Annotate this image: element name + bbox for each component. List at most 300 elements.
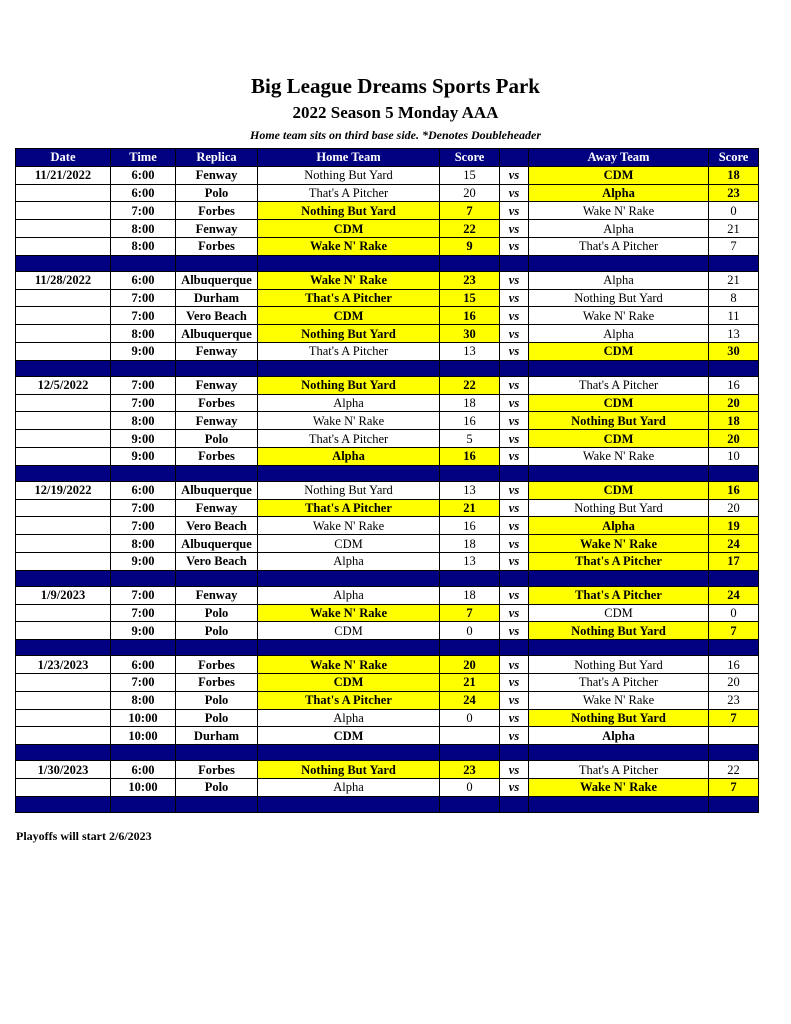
date-cell xyxy=(16,430,111,448)
date-cell xyxy=(16,709,111,727)
time-cell: 9:00 xyxy=(111,552,176,570)
time-cell: 7:00 xyxy=(111,289,176,307)
home-team-cell: Nothing But Yard xyxy=(258,761,440,779)
away-team-cell: Alpha xyxy=(529,271,709,289)
date-cell xyxy=(16,394,111,412)
replica-cell: Forbes xyxy=(176,202,258,220)
home-team-cell: Wake N' Rake xyxy=(258,237,440,255)
away-score-cell: 17 xyxy=(709,552,759,570)
away-score-cell: 23 xyxy=(709,691,759,709)
time-cell: 9:00 xyxy=(111,622,176,640)
away-team-cell: That's A Pitcher xyxy=(529,237,709,255)
home-score-cell: 13 xyxy=(440,342,500,360)
away-score-cell: 22 xyxy=(709,761,759,779)
time-cell: 8:00 xyxy=(111,325,176,343)
separator-cell xyxy=(258,796,440,812)
table-row xyxy=(16,220,759,238)
separator-cell xyxy=(16,640,111,656)
away-team-cell: Nothing But Yard xyxy=(529,289,709,307)
table-row xyxy=(16,604,759,622)
date-cell xyxy=(16,535,111,553)
separator-cell xyxy=(258,360,440,376)
separator-cell xyxy=(529,570,709,586)
time-cell: 6:00 xyxy=(111,271,176,289)
home-team-cell: Alpha xyxy=(258,709,440,727)
away-score-cell: 30 xyxy=(709,342,759,360)
separator-cell xyxy=(16,255,111,271)
home-score-cell: 30 xyxy=(440,325,500,343)
home-team-cell: Wake N' Rake xyxy=(258,412,440,430)
table-row xyxy=(16,289,759,307)
date-cell xyxy=(16,778,111,796)
home-team-cell: Wake N' Rake xyxy=(258,517,440,535)
date-cell xyxy=(16,622,111,640)
replica-cell: Durham xyxy=(176,289,258,307)
schedule-table xyxy=(15,148,759,813)
time-cell: 8:00 xyxy=(111,535,176,553)
replica-cell: Albuquerque xyxy=(176,271,258,289)
replica-cell: Forbes xyxy=(176,447,258,465)
col-header-time: Time xyxy=(111,149,176,167)
away-team-cell: Alpha xyxy=(529,517,709,535)
home-score-cell xyxy=(440,727,500,745)
week-separator-row xyxy=(16,360,759,376)
date-cell: 12/19/2022 xyxy=(16,481,111,499)
vs-cell: vs xyxy=(500,499,529,517)
date-cell xyxy=(16,447,111,465)
time-cell: 8:00 xyxy=(111,237,176,255)
date-cell xyxy=(16,604,111,622)
separator-cell xyxy=(176,360,258,376)
vs-cell: vs xyxy=(500,342,529,360)
week-separator-row xyxy=(16,745,759,761)
away-team-cell: That's A Pitcher xyxy=(529,376,709,394)
home-team-cell: Alpha xyxy=(258,778,440,796)
col-header-date: Date xyxy=(16,149,111,167)
replica-cell: Albuquerque xyxy=(176,535,258,553)
schedule-body xyxy=(16,166,759,812)
separator-cell xyxy=(440,255,500,271)
separator-cell xyxy=(440,796,500,812)
away-score-cell: 24 xyxy=(709,586,759,604)
home-team-cell: CDM xyxy=(258,220,440,238)
replica-cell: Vero Beach xyxy=(176,307,258,325)
home-team-cell: That's A Pitcher xyxy=(258,342,440,360)
table-row xyxy=(16,778,759,796)
home-team-cell: CDM xyxy=(258,727,440,745)
away-score-cell: 13 xyxy=(709,325,759,343)
separator-cell xyxy=(440,465,500,481)
page-note: Home team sits on third base side. *Denotes Doubleheader xyxy=(250,128,541,142)
date-cell xyxy=(16,691,111,709)
table-row xyxy=(16,271,759,289)
home-score-cell: 23 xyxy=(440,761,500,779)
week-separator-row xyxy=(16,570,759,586)
date-cell xyxy=(16,727,111,745)
time-cell: 7:00 xyxy=(111,586,176,604)
home-score-cell: 21 xyxy=(440,673,500,691)
table-row xyxy=(16,342,759,360)
away-team-cell: That's A Pitcher xyxy=(529,761,709,779)
time-cell: 10:00 xyxy=(111,709,176,727)
separator-cell xyxy=(176,570,258,586)
week-separator-row xyxy=(16,640,759,656)
separator-cell xyxy=(500,360,529,376)
separator-cell xyxy=(500,570,529,586)
home-team-cell: CDM xyxy=(258,673,440,691)
home-team-cell: That's A Pitcher xyxy=(258,289,440,307)
col-header-home-team: Home Team xyxy=(258,149,440,167)
replica-cell: Polo xyxy=(176,691,258,709)
week-separator-row xyxy=(16,465,759,481)
away-team-cell: Wake N' Rake xyxy=(529,447,709,465)
col-header-replica: Replica xyxy=(176,149,258,167)
date-cell: 11/28/2022 xyxy=(16,271,111,289)
away-team-cell: Nothing But Yard xyxy=(529,499,709,517)
home-score-cell: 15 xyxy=(440,166,500,184)
home-team-cell: Wake N' Rake xyxy=(258,604,440,622)
time-cell: 7:00 xyxy=(111,376,176,394)
replica-cell: Forbes xyxy=(176,237,258,255)
home-score-cell: 18 xyxy=(440,394,500,412)
separator-cell xyxy=(529,745,709,761)
vs-cell: vs xyxy=(500,307,529,325)
separator-cell xyxy=(529,255,709,271)
table-row xyxy=(16,184,759,202)
replica-cell: Fenway xyxy=(176,376,258,394)
vs-cell: vs xyxy=(500,430,529,448)
home-score-cell: 13 xyxy=(440,552,500,570)
table-row xyxy=(16,376,759,394)
home-score-cell: 7 xyxy=(440,202,500,220)
page-subtitle: 2022 Season 5 Monday AAA xyxy=(292,103,499,122)
replica-cell: Vero Beach xyxy=(176,517,258,535)
away-team-cell: Alpha xyxy=(529,184,709,202)
table-row xyxy=(16,656,759,674)
vs-cell: vs xyxy=(500,166,529,184)
table-row xyxy=(16,517,759,535)
home-score-cell: 0 xyxy=(440,709,500,727)
table-row xyxy=(16,727,759,745)
home-score-cell: 20 xyxy=(440,656,500,674)
home-score-cell: 24 xyxy=(440,691,500,709)
vs-cell: vs xyxy=(500,586,529,604)
away-score-cell: 19 xyxy=(709,517,759,535)
separator-cell xyxy=(529,796,709,812)
home-team-cell: Alpha xyxy=(258,394,440,412)
vs-cell: vs xyxy=(500,237,529,255)
replica-cell: Fenway xyxy=(176,220,258,238)
home-score-cell: 0 xyxy=(440,778,500,796)
separator-cell xyxy=(111,640,176,656)
separator-cell xyxy=(111,570,176,586)
away-team-cell: Nothing But Yard xyxy=(529,412,709,430)
separator-cell xyxy=(709,640,759,656)
table-row xyxy=(16,622,759,640)
home-team-cell: Nothing But Yard xyxy=(258,481,440,499)
vs-cell: vs xyxy=(500,394,529,412)
away-team-cell: CDM xyxy=(529,481,709,499)
vs-cell: vs xyxy=(500,761,529,779)
away-team-cell: CDM xyxy=(529,342,709,360)
vs-cell: vs xyxy=(500,709,529,727)
table-row xyxy=(16,673,759,691)
table-row xyxy=(16,586,759,604)
date-cell xyxy=(16,552,111,570)
replica-cell: Vero Beach xyxy=(176,552,258,570)
vs-cell: vs xyxy=(500,656,529,674)
separator-cell xyxy=(440,640,500,656)
separator-cell xyxy=(709,745,759,761)
home-score-cell: 22 xyxy=(440,376,500,394)
date-cell xyxy=(16,184,111,202)
away-score-cell: 7 xyxy=(709,237,759,255)
replica-cell: Forbes xyxy=(176,656,258,674)
replica-cell: Polo xyxy=(176,604,258,622)
date-cell: 1/23/2023 xyxy=(16,656,111,674)
separator-cell xyxy=(709,465,759,481)
separator-cell xyxy=(111,255,176,271)
replica-cell: Polo xyxy=(176,622,258,640)
away-team-cell: That's A Pitcher xyxy=(529,586,709,604)
table-row xyxy=(16,691,759,709)
time-cell: 9:00 xyxy=(111,430,176,448)
table-row xyxy=(16,394,759,412)
col-header-away-team: Away Team xyxy=(529,149,709,167)
away-score-cell: 20 xyxy=(709,673,759,691)
time-cell: 7:00 xyxy=(111,604,176,622)
away-score-cell: 16 xyxy=(709,481,759,499)
home-team-cell: CDM xyxy=(258,622,440,640)
away-score-cell: 24 xyxy=(709,535,759,553)
time-cell: 7:00 xyxy=(111,517,176,535)
vs-cell: vs xyxy=(500,325,529,343)
replica-cell: Fenway xyxy=(176,499,258,517)
home-score-cell: 13 xyxy=(440,481,500,499)
time-cell: 6:00 xyxy=(111,166,176,184)
away-team-cell: CDM xyxy=(529,394,709,412)
replica-cell: Albuquerque xyxy=(176,481,258,499)
footer-note: Playoffs will start 2/6/2023 xyxy=(16,829,152,843)
table-row xyxy=(16,412,759,430)
vs-cell: vs xyxy=(500,481,529,499)
away-score-cell: 11 xyxy=(709,307,759,325)
replica-cell: Polo xyxy=(176,184,258,202)
separator-cell xyxy=(16,570,111,586)
date-cell: 11/21/2022 xyxy=(16,166,111,184)
vs-cell: vs xyxy=(500,220,529,238)
away-score-cell: 18 xyxy=(709,166,759,184)
time-cell: 7:00 xyxy=(111,307,176,325)
away-score-cell: 0 xyxy=(709,202,759,220)
home-score-cell: 20 xyxy=(440,184,500,202)
replica-cell: Polo xyxy=(176,430,258,448)
home-team-cell: That's A Pitcher xyxy=(258,430,440,448)
home-team-cell: Wake N' Rake xyxy=(258,656,440,674)
date-cell: 12/5/2022 xyxy=(16,376,111,394)
time-cell: 9:00 xyxy=(111,342,176,360)
vs-cell: vs xyxy=(500,412,529,430)
home-team-cell: Alpha xyxy=(258,552,440,570)
vs-cell: vs xyxy=(500,552,529,570)
away-score-cell: 18 xyxy=(709,412,759,430)
home-team-cell: Nothing But Yard xyxy=(258,376,440,394)
away-team-cell: Wake N' Rake xyxy=(529,307,709,325)
home-team-cell: Alpha xyxy=(258,447,440,465)
away-team-cell: That's A Pitcher xyxy=(529,673,709,691)
separator-cell xyxy=(529,465,709,481)
away-score-cell: 7 xyxy=(709,778,759,796)
home-team-cell: That's A Pitcher xyxy=(258,499,440,517)
away-score-cell: 8 xyxy=(709,289,759,307)
separator-cell xyxy=(111,465,176,481)
time-cell: 10:00 xyxy=(111,727,176,745)
away-score-cell: 7 xyxy=(709,622,759,640)
vs-cell: vs xyxy=(500,622,529,640)
separator-cell xyxy=(258,255,440,271)
separator-cell xyxy=(529,640,709,656)
away-score-cell: 23 xyxy=(709,184,759,202)
home-team-cell: CDM xyxy=(258,535,440,553)
date-cell xyxy=(16,517,111,535)
home-score-cell: 23 xyxy=(440,271,500,289)
home-score-cell: 5 xyxy=(440,430,500,448)
vs-cell: vs xyxy=(500,289,529,307)
away-team-cell: Wake N' Rake xyxy=(529,202,709,220)
separator-cell xyxy=(500,255,529,271)
table-row xyxy=(16,430,759,448)
away-team-cell: Alpha xyxy=(529,325,709,343)
separator-cell xyxy=(440,745,500,761)
home-score-cell: 9 xyxy=(440,237,500,255)
separator-cell xyxy=(500,465,529,481)
away-team-cell: Alpha xyxy=(529,727,709,745)
away-team-cell: Nothing But Yard xyxy=(529,622,709,640)
separator-cell xyxy=(16,360,111,376)
time-cell: 6:00 xyxy=(111,481,176,499)
away-team-cell: Nothing But Yard xyxy=(529,656,709,674)
replica-cell: Fenway xyxy=(176,586,258,604)
separator-cell xyxy=(500,796,529,812)
col-header-away-score: Score xyxy=(709,149,759,167)
vs-cell: vs xyxy=(500,691,529,709)
replica-cell: Durham xyxy=(176,727,258,745)
vs-cell: vs xyxy=(500,727,529,745)
table-row xyxy=(16,535,759,553)
time-cell: 8:00 xyxy=(111,412,176,430)
table-row xyxy=(16,202,759,220)
date-cell xyxy=(16,202,111,220)
date-cell xyxy=(16,342,111,360)
table-row xyxy=(16,307,759,325)
away-team-cell: Wake N' Rake xyxy=(529,535,709,553)
home-team-cell: That's A Pitcher xyxy=(258,184,440,202)
separator-cell xyxy=(529,360,709,376)
col-header-vs xyxy=(500,149,529,167)
separator-cell xyxy=(500,745,529,761)
separator-cell xyxy=(176,640,258,656)
date-cell xyxy=(16,220,111,238)
table-row xyxy=(16,499,759,517)
replica-cell: Albuquerque xyxy=(176,325,258,343)
away-team-cell: Alpha xyxy=(529,220,709,238)
table-row xyxy=(16,761,759,779)
home-score-cell: 15 xyxy=(440,289,500,307)
time-cell: 6:00 xyxy=(111,656,176,674)
away-score-cell: 20 xyxy=(709,394,759,412)
col-header-home-score: Score xyxy=(440,149,500,167)
home-score-cell: 16 xyxy=(440,517,500,535)
date-cell xyxy=(16,499,111,517)
vs-cell: vs xyxy=(500,778,529,796)
table-row xyxy=(16,325,759,343)
date-cell xyxy=(16,325,111,343)
separator-cell xyxy=(111,796,176,812)
time-cell: 8:00 xyxy=(111,691,176,709)
time-cell: 8:00 xyxy=(111,220,176,238)
replica-cell: Forbes xyxy=(176,673,258,691)
away-team-cell: Wake N' Rake xyxy=(529,778,709,796)
away-score-cell: 0 xyxy=(709,604,759,622)
home-team-cell: Wake N' Rake xyxy=(258,271,440,289)
date-cell xyxy=(16,307,111,325)
away-team-cell: That's A Pitcher xyxy=(529,552,709,570)
separator-cell xyxy=(16,796,111,812)
separator-cell xyxy=(709,360,759,376)
separator-cell xyxy=(176,796,258,812)
home-team-cell: That's A Pitcher xyxy=(258,691,440,709)
replica-cell: Polo xyxy=(176,778,258,796)
away-score-cell: 20 xyxy=(709,430,759,448)
separator-cell xyxy=(258,640,440,656)
replica-cell: Fenway xyxy=(176,342,258,360)
time-cell: 6:00 xyxy=(111,184,176,202)
away-score-cell: 21 xyxy=(709,271,759,289)
away-score-cell: 20 xyxy=(709,499,759,517)
vs-cell: vs xyxy=(500,517,529,535)
table-row xyxy=(16,481,759,499)
vs-cell: vs xyxy=(500,535,529,553)
replica-cell: Forbes xyxy=(176,761,258,779)
separator-cell xyxy=(176,255,258,271)
vs-cell: vs xyxy=(500,202,529,220)
away-team-cell: CDM xyxy=(529,430,709,448)
time-cell: 7:00 xyxy=(111,673,176,691)
replica-cell: Fenway xyxy=(176,166,258,184)
home-score-cell: 22 xyxy=(440,220,500,238)
date-cell xyxy=(16,412,111,430)
table-row xyxy=(16,709,759,727)
separator-cell xyxy=(258,465,440,481)
home-team-cell: Nothing But Yard xyxy=(258,166,440,184)
home-score-cell: 0 xyxy=(440,622,500,640)
page-title: Big League Dreams Sports Park xyxy=(251,74,540,98)
home-team-cell: Alpha xyxy=(258,586,440,604)
table-row xyxy=(16,237,759,255)
separator-cell xyxy=(16,745,111,761)
separator-cell xyxy=(440,360,500,376)
time-cell: 6:00 xyxy=(111,761,176,779)
away-score-cell: 10 xyxy=(709,447,759,465)
home-team-cell: Nothing But Yard xyxy=(258,202,440,220)
home-score-cell: 16 xyxy=(440,412,500,430)
separator-cell xyxy=(16,465,111,481)
home-score-cell: 16 xyxy=(440,447,500,465)
away-score-cell: 21 xyxy=(709,220,759,238)
away-team-cell: Nothing But Yard xyxy=(529,709,709,727)
separator-cell xyxy=(440,570,500,586)
date-cell xyxy=(16,237,111,255)
